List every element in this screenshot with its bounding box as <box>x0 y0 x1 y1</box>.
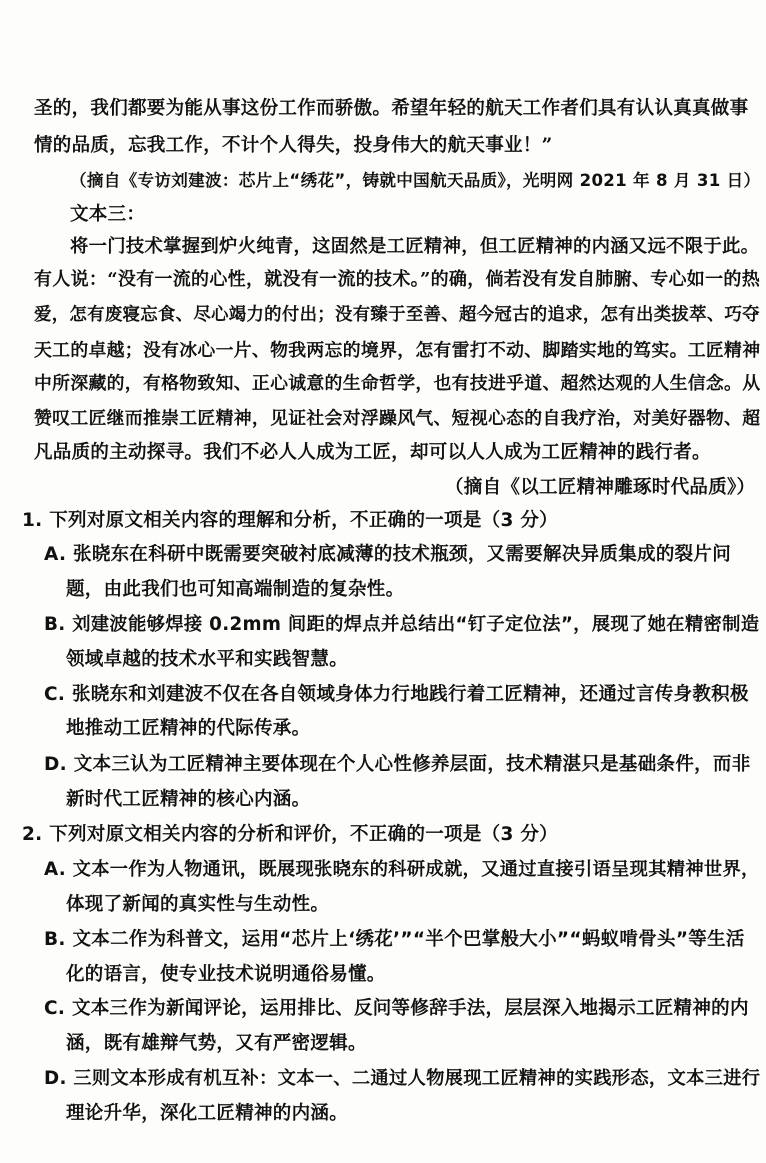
q2-option-a-cont: 体现了新闻的真实性与生动性。 <box>66 894 330 915</box>
text3-line: 将一门技术掌握到炉火纯青，这固然是工匠精神，但工匠精神的内涵又远不限于此。 <box>70 236 760 257</box>
q2-option-d: D. 三则文本形成有机互补：文本一、二通过人物展现工匠精神的实践形态，文本三进行 <box>44 1068 761 1089</box>
text3-line: 中所深藏的，有格物致知、正心诚意的生命哲学，也有技进乎道、超然达观的人生信念。从 <box>34 373 761 394</box>
q2-option-b: B. 文本二作为科普文，运用“芯片上‘绣花’”“半个巴掌般大小”“蚂蚁啃骨头”等生活 <box>44 929 745 950</box>
text3-heading: 文本三： <box>70 204 146 225</box>
text3-line: 天工的卓越；没有冰心一片、物我两忘的境界，怎有雷打不动、脚踏实地的笃实。工匠精神 <box>34 340 761 361</box>
q1-option-c-cont: 地推动工匠精神的代际传承。 <box>66 718 311 739</box>
q1-option-c: C. 张晓东和刘建波不仅在各自领域身体力行地践行着工匠精神，还通过言传身教积极 <box>44 684 749 705</box>
text3-line: 有人说：“没有一流的心性，就没有一流的技术。”的确，倘若没有发自肺腑、专心如一的热 <box>34 269 761 290</box>
q2-option-c: C. 文本三作为新闻评论，运用排比、反问等修辞手法，层层深入地揭示工匠精神的内 <box>44 998 749 1019</box>
q1-option-d-cont: 新时代工匠精神的核心内涵。 <box>66 789 311 810</box>
q1-option-b: B. 刘建波能够焊接 0.2mm 间距的焊点并总结出“钉子定位法”，展现了她在精密制造 <box>44 614 760 635</box>
q1-stem: 1. 下列对原文相关内容的理解和分析，不正确的一项是（3 分） <box>22 510 558 531</box>
q2-option-d-cont: 理论升华，深化工匠精神的内涵。 <box>66 1103 349 1124</box>
q1-option-d: D. 文本三认为工匠精神主要体现在个人心性修养层面，技术精湛只是基础条件，而非 <box>44 754 751 775</box>
text2-source: （摘自《专访刘建波：芯片上“绣花”，铸就中国航天品质》，光明网 2021 年 8 月 31 日） <box>70 171 761 190</box>
q2-option-a: A. 文本一作为人物通讯，既展现张晓东的科研成就，又通过直接引语呈现其精神世界， <box>44 859 760 880</box>
q2-option-b-cont: 化的语言，使专业技术说明通俗易懂。 <box>66 964 386 985</box>
text2-line: 情的品质，忘我工作，不计个人得失，投身伟大的航天事业！” <box>34 135 553 156</box>
text2-line: 圣的，我们都要为能从事这份工作而骄傲。希望年轻的航天工作者们具有认认真真做事 <box>34 98 749 119</box>
text3-line: 赞叹工匠继而推崇工匠精神，见证社会对浮躁风气、短视心态的自我疗治，对美好器物、超 <box>34 408 761 429</box>
q1-option-b-cont: 领域卓越的技术水平和实践智慧。 <box>66 649 349 670</box>
text3-line: 爱，怎有废寝忘食、尽心竭力的付出；没有臻于至善、超今冠古的追求，怎有出类拔萃、巧夺 <box>34 305 760 325</box>
text3-source: （摘自《以工匠精神雕琢时代品质》） <box>445 477 756 498</box>
q1-option-a-cont: 题，由此我们也可知高端制造的复杂性。 <box>66 579 405 600</box>
q2-stem: 2. 下列对原文相关内容的分析和评价，不正确的一项是（3 分） <box>22 824 558 845</box>
q2-option-c-cont: 涵，既有雄辩气势，又有严密逻辑。 <box>66 1033 367 1054</box>
text3-line: 凡品质的主动探寻。我们不必人人成为工匠，却可以人人成为工匠精神的践行者。 <box>34 442 711 463</box>
q1-option-a: A. 张晓东在科研中既需要突破衬底减薄的技术瓶颈，又需要解决异质集成的裂片问 <box>44 544 732 565</box>
